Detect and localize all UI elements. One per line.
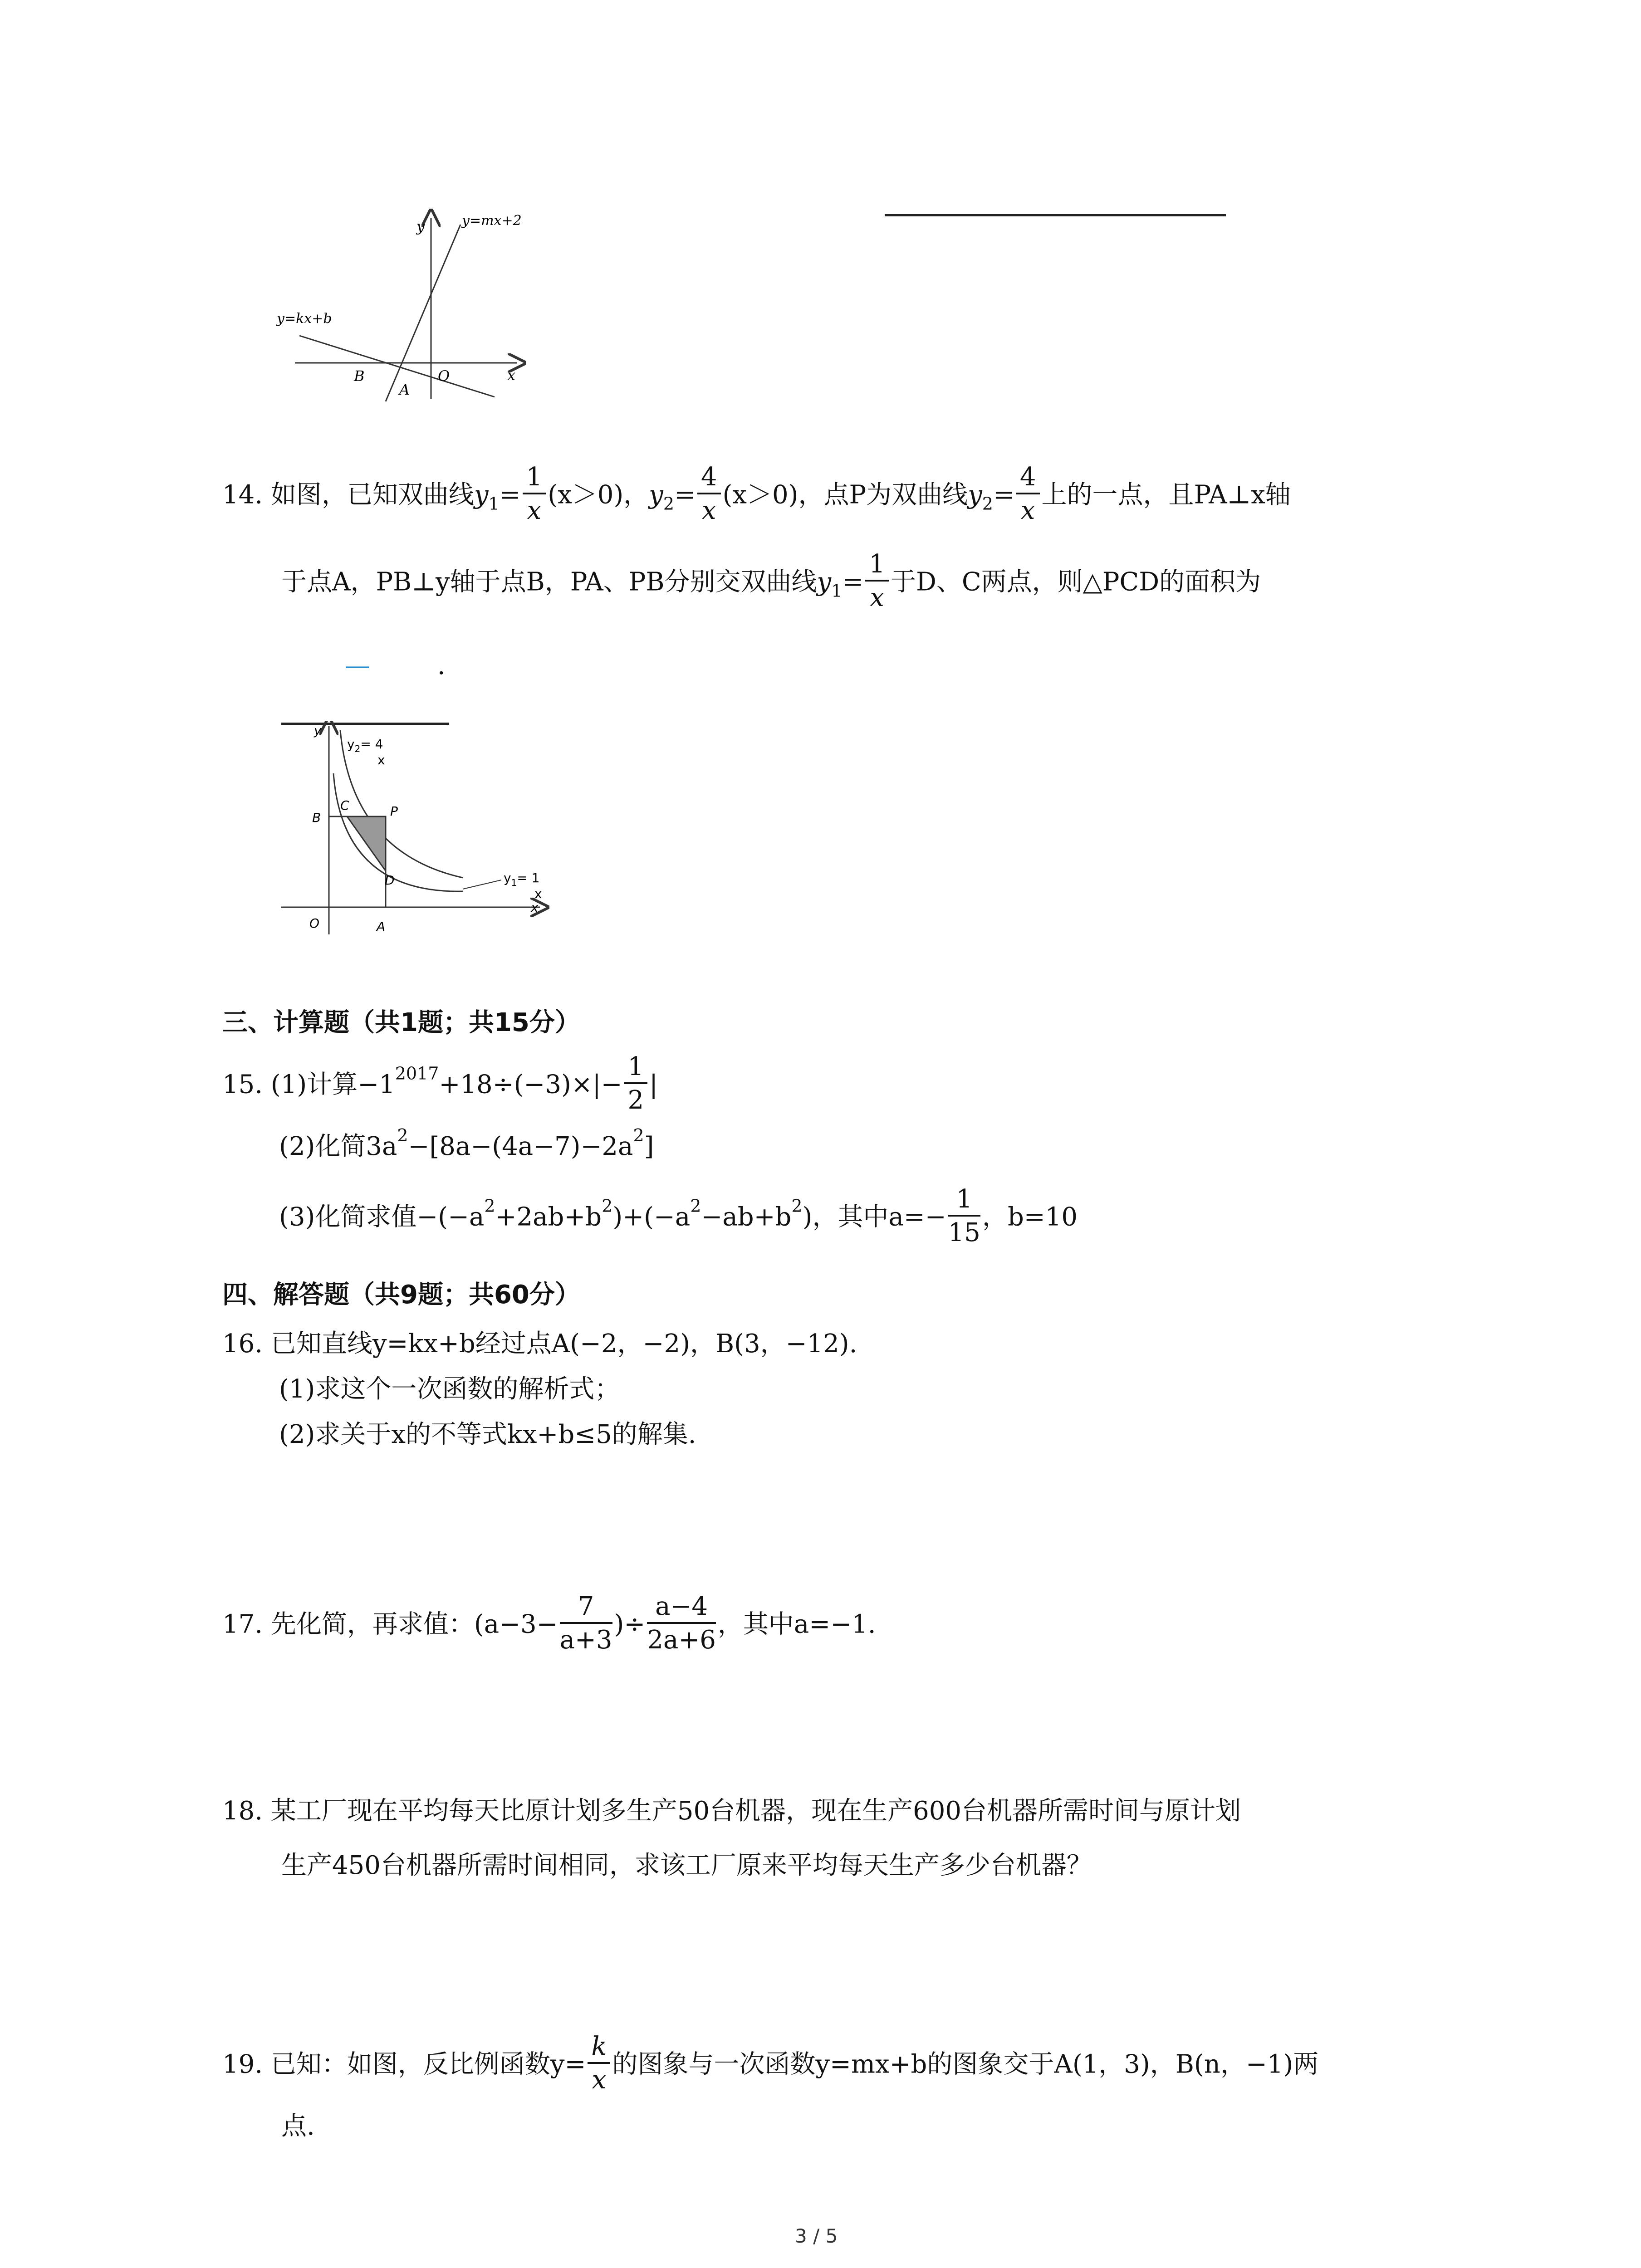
q14-line1: 14. 如图，已知双曲线$y_1=$ $\frac{1}{x}$ (x＞0)，$y_2=$ $\frac{4}{x}$ (x＞0)，点P为双曲线$y_2=$ $\frac{4}{x}$ 上的一点，且PA⊥x轴 — [222, 462, 1291, 525]
label-O: O — [309, 916, 320, 931]
fraction-a4-over-2a6: $\frac{a-4}{2a+6}$ — [647, 1592, 716, 1655]
label-x: x — [507, 367, 516, 384]
fraction-1-over-x-2: $\frac{1}{x}$ — [865, 552, 889, 611]
q16-number: 16. — [222, 1329, 263, 1359]
q17-line: 17. 先化简，再求值：(a−3− $\frac{7}{a+3}$ )÷ $\frac{a-4}{2a+6}$ ，其中a=−1. — [222, 1592, 876, 1655]
q17-number: 17. — [222, 1609, 263, 1639]
fraction-7-over-a3: $\frac{7}{a+3}$ — [559, 1592, 612, 1655]
fraction-1-over-15: $\frac{1}{15}$ — [948, 1184, 980, 1247]
fraction-4-over-x: $\frac{4}{x}$ — [697, 464, 721, 523]
label-kxb: y=kx+b — [277, 311, 332, 327]
q18-line1: 18. 某工厂现在平均每天比原计划多生产50台机器，现在生产600台机器所需时间与原计划 — [222, 1796, 1241, 1826]
q19-line2: 点. — [281, 2112, 315, 2141]
label-y: y — [416, 218, 425, 235]
fraction-4-over-x-2: $\frac{4}{x}$ — [1016, 464, 1040, 523]
curve-y1 — [333, 773, 463, 891]
label-B: B — [312, 810, 321, 825]
fraction-k-over-x: $\frac{k}{x}$ — [588, 2034, 610, 2093]
label-D: D — [385, 873, 395, 888]
answer-mark: — — [345, 651, 370, 680]
label-x: x — [531, 900, 539, 915]
label-A: A — [399, 381, 410, 398]
q18-number: 18. — [222, 1796, 263, 1826]
label-mx2: y=mx+2 — [462, 213, 522, 229]
q16-line1: 16. 已知直线y=kx+b经过点A(−2，−2)，B(3，−12). — [222, 1329, 857, 1359]
q15-part3: (3)化简求值$-(-a^2+2ab+b^2)+(-a^2-ab+b^2)$，其中a=− $\frac{1}{15}$ ，b=10 — [279, 1184, 1078, 1247]
label-y1-denom: x — [534, 886, 542, 901]
label-C: C — [340, 798, 349, 813]
q15-number: 15. — [222, 1070, 263, 1100]
q18-line2: 生产450台机器所需时间相同，求该工厂原来平均每天生产多少台机器？ — [281, 1851, 1092, 1880]
label-A: A — [377, 919, 386, 934]
q14-number: 14. — [222, 480, 263, 510]
q16-line2: (1)求这个一次函数的解析式； — [279, 1374, 620, 1404]
label-y2-denom: x — [377, 753, 385, 767]
page-number: 3 / 5 — [795, 2225, 838, 2247]
q14-line2: 于点A，PB⊥y轴于点B，PA、PB分别交双曲线$y_1=$ $\frac{1}{x}$ 于D、C两点，则△PCD的面积为 — [281, 549, 1261, 612]
pointer-y1 — [463, 880, 501, 889]
q19-line1: 19. 已知：如图，反比例函数y= $\frac{k}{x}$ 的图象与一次函数y=mx+b的图象交于A(1，3)，B(n，−1)两 — [222, 2032, 1319, 2095]
fraction-half: $\frac{1}{2}$ — [624, 1054, 648, 1113]
q19-number: 19. — [222, 2049, 263, 2079]
line-kxb — [299, 336, 495, 397]
figure-q13 — [272, 209, 526, 408]
fraction-1-over-x: $\frac{1}{x}$ — [523, 464, 546, 523]
label-y1: $y_1= 1$ — [504, 870, 540, 888]
section-4-title: 四、解答题（共9题；共60分） — [222, 1280, 580, 1310]
triangle-PCD — [347, 816, 386, 871]
label-B: B — [354, 367, 365, 385]
figure-q14 — [272, 721, 590, 939]
section-3-title: 三、计算题（共1题；共15分） — [222, 1008, 580, 1037]
answer-blank-13 — [885, 214, 1226, 216]
q15-part1: 15. (1)计算$-1^{2017}+18\div(-3)\times|-$ $\frac{1}{2}$ | — [222, 1052, 658, 1115]
label-O: O — [438, 367, 450, 385]
label-P: P — [390, 804, 398, 819]
q15-part2: (2)化简$3a^2-[8a-(4a-7)-2a^2]$ — [279, 1125, 654, 1161]
label-y2: $y_2= 4$ — [347, 737, 383, 754]
label-y: y — [314, 723, 322, 738]
q16-line3: (2)求关于x的不等式kx+b≤5的解集. — [279, 1420, 696, 1449]
q14-answer: — . — [345, 651, 446, 680]
